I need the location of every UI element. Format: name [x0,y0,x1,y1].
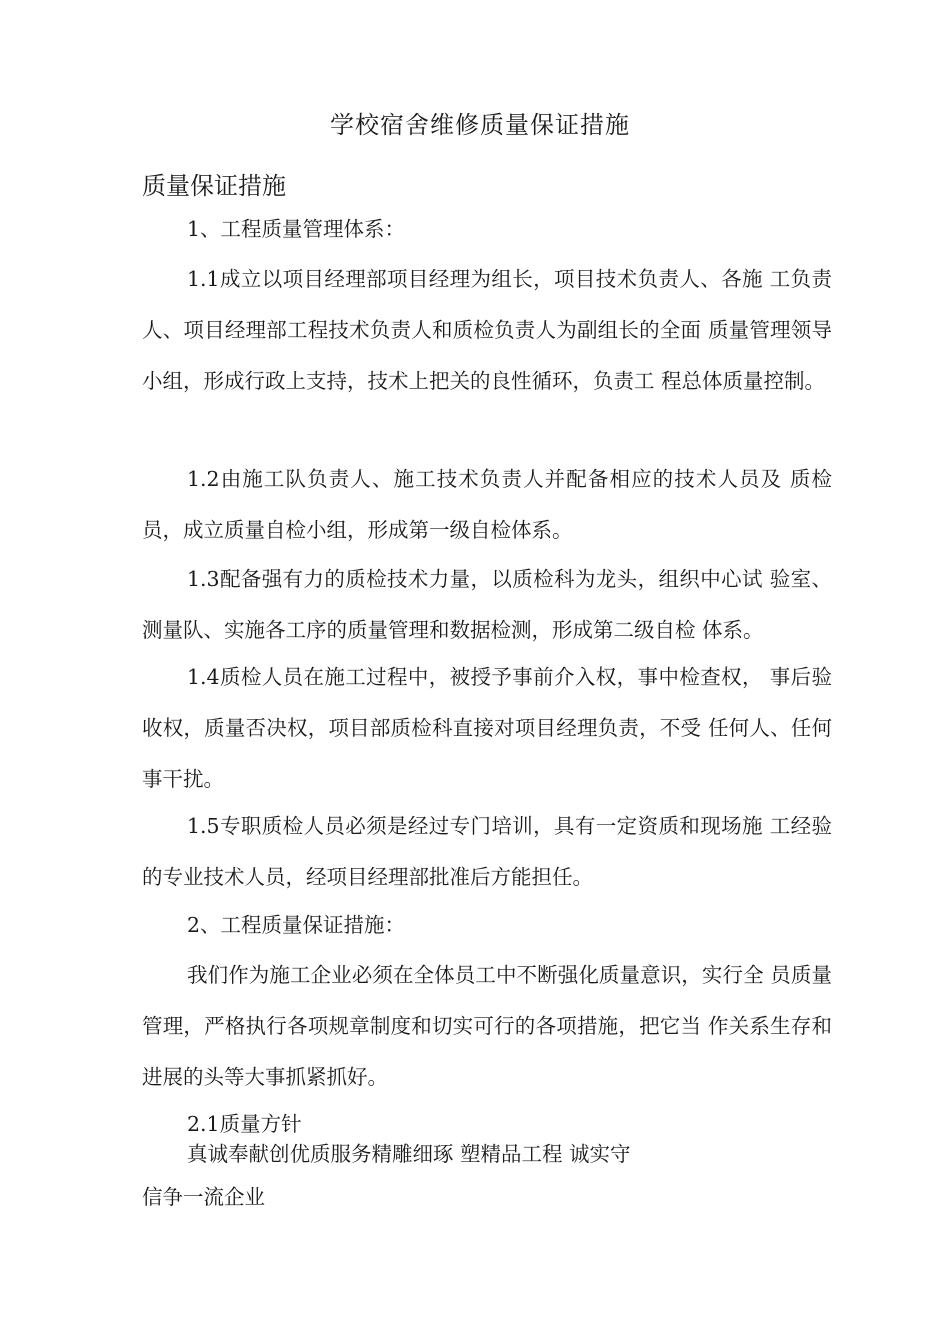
item-1-heading: 1、工程质量管理体系： [187,217,406,241]
section-heading: 质量保证措施 [142,172,286,200]
paragraph-1-5: 1.5专职质检人员必须是经过专门培训，具有一定资质和现场施 工经验的专业技术人员，经项目经理部批准后方能担任。 [142,814,832,889]
item-2-heading: 2、工程质量保证措施： [187,913,406,937]
paragraph-2: 我们作为施工企业必须在全体员工中不断强化质量意识，实行全 员质量管理，严格执行各项规章制度和切实可行的各项措施，把它当 作关系生存和进展的头等大事抓紧抓好。 [142,963,832,1089]
policy-line-1: 真诚奉献创优质服务精雕细琢 塑精品工程 诚实守 [187,1142,631,1166]
paragraph-1-4: 1.4质检人员在施工过程中，被授予事前介入权，事中检查权， 事后验收权，质量否决权，项目部质检科直接对项目经理负责，不受 任何人、任何事干扰。 [142,665,832,791]
document-title: 学校宿舍维修质量保证措施 [330,111,630,139]
paragraph-1-1: 1.1成立以项目经理部项目经理为组长，项目技术负责人、各施 工负责人、项目经理部工程技术负责人和质检负责人为副组长的全面 质量管理领导小组，形成行政上支持，技术上把关的良性循环，负责工 程总体质量控制。 [142,267,832,393]
paragraph-1-2: 1.2由施工队负责人、施工技术负责人并配备相应的技术人员及 质检员，成立质量自检小组，形成第一级自检体系。 [142,467,832,542]
policy-line-2: 信争一流企业 [142,1185,265,1209]
paragraph-1-3: 1.3配备强有力的质检技术力量，以质检科为龙头，组织中心试 验室、测量队、实施各工序的质量管理和数据检测，形成第二级自检 体系。 [142,567,832,642]
item-2-1-heading: 2.1质量方针 [187,1112,302,1136]
